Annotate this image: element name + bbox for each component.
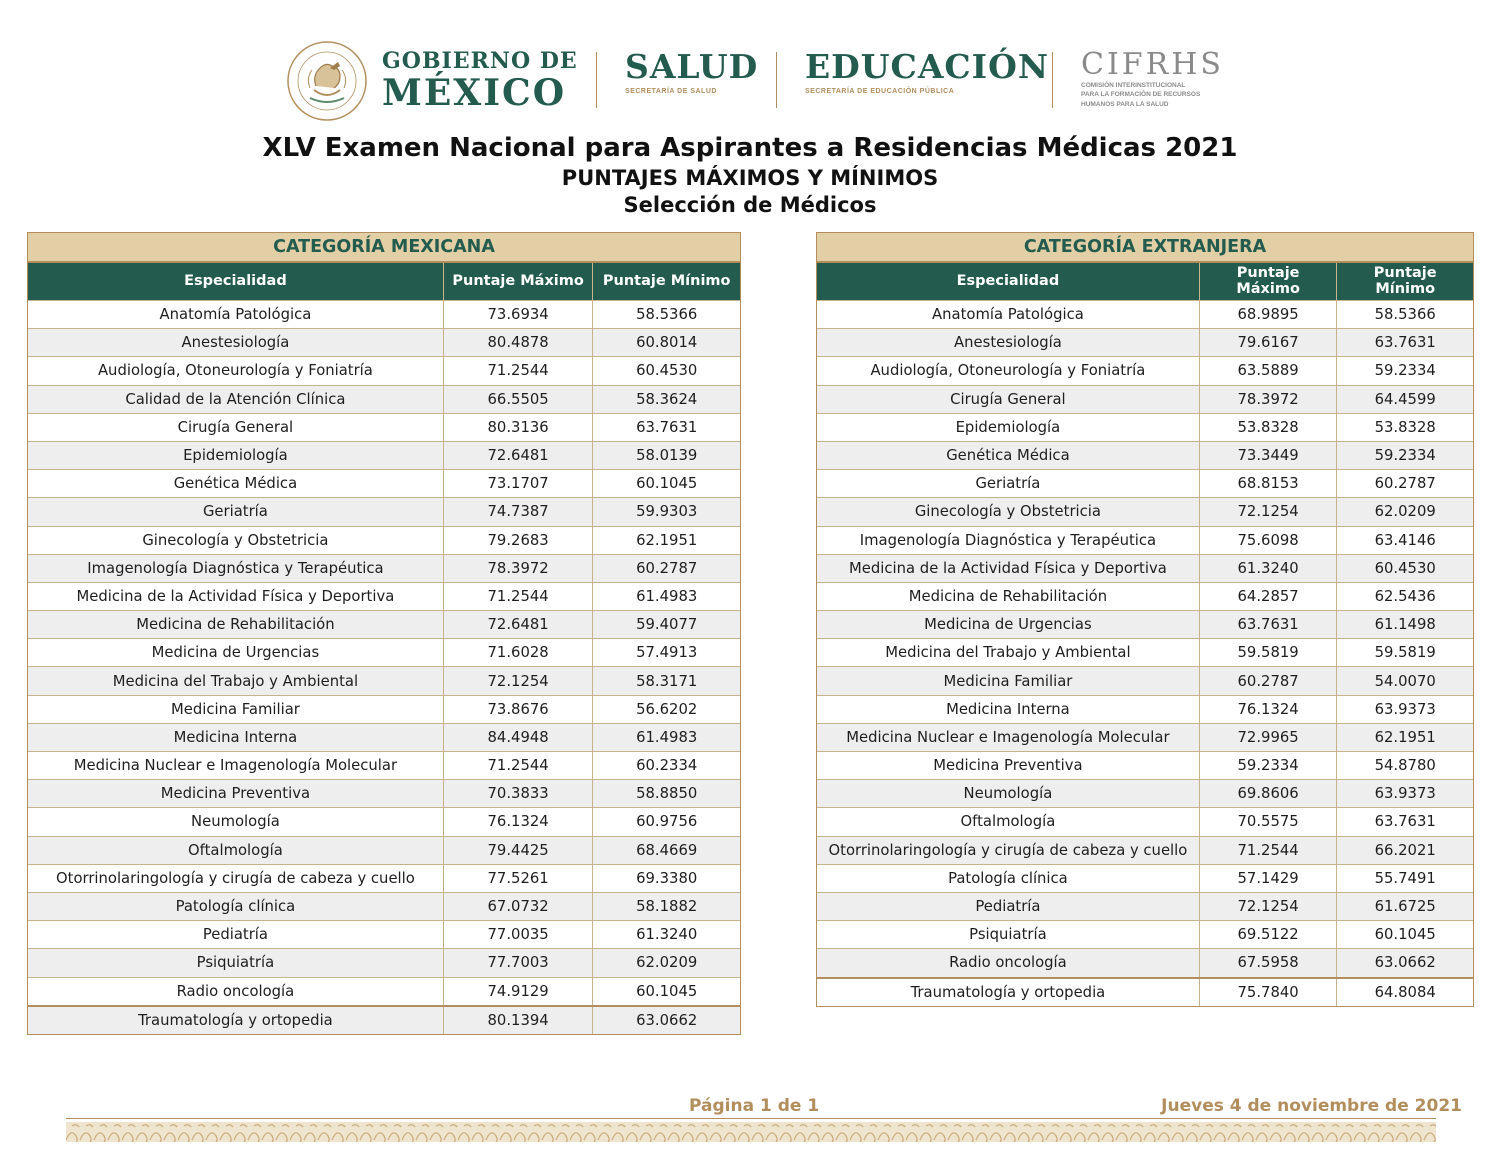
table-row <box>817 723 1473 751</box>
cell-especialidad: Radio oncología <box>28 978 444 1005</box>
cell-especialidad: Radio oncología <box>817 949 1200 976</box>
column-headers <box>817 263 1473 300</box>
table-row <box>817 920 1473 948</box>
col-header-line1: Puntaje <box>1236 265 1300 282</box>
table-row <box>817 864 1473 892</box>
decorative-pattern-band <box>66 1118 1436 1142</box>
cell-puntaje-minimo: 63.9373 <box>1374 785 1436 803</box>
cell-puntaje-maximo: 73.3449 <box>1200 442 1338 469</box>
cell-puntaje-minimo: 60.1045 <box>1374 926 1436 944</box>
table-row <box>817 300 1473 328</box>
cell-especialidad: Neumología <box>817 780 1200 807</box>
table-row <box>817 610 1473 638</box>
cell-especialidad: Medicina Preventiva <box>28 780 444 807</box>
cifrhs-subtitle-1: COMISIÓN INTERINSTITUCIONAL <box>1081 82 1186 89</box>
cell-especialidad: Medicina Interna <box>817 696 1200 723</box>
cell-especialidad: Anestesiología <box>817 329 1200 356</box>
cell-puntaje-minimo: 63.0662 <box>636 1011 698 1029</box>
cell-puntaje-minimo: 60.2787 <box>636 559 698 577</box>
table-row <box>817 977 1473 1006</box>
cell-puntaje-minimo: 60.2787 <box>1374 475 1436 493</box>
cell-puntaje-maximo: 78.3972 <box>1200 386 1338 413</box>
cell-puntaje-maximo: 67.0732 <box>444 893 594 920</box>
cell-especialidad: Psiquiatría <box>28 949 444 976</box>
table-row <box>817 892 1473 920</box>
cell-puntaje-minimo: 64.4599 <box>1374 390 1436 408</box>
cell-puntaje-maximo: 68.8153 <box>1200 470 1338 497</box>
gobierno-line1: GOBIERNO DE <box>382 48 578 74</box>
table-row <box>817 638 1473 666</box>
cell-puntaje-maximo: 71.2544 <box>444 752 594 779</box>
cell-puntaje-maximo: 72.6481 <box>444 442 594 469</box>
table-row <box>28 610 740 638</box>
cell-puntaje-maximo: 73.6934 <box>444 301 594 328</box>
table-row <box>28 385 740 413</box>
salud-subtitle: SECRETARÍA DE SALUD <box>625 88 717 95</box>
table-row <box>817 469 1473 497</box>
cell-puntaje-maximo: 84.4948 <box>444 724 594 751</box>
table-row <box>817 779 1473 807</box>
cell-puntaje-minimo: 63.7631 <box>1374 334 1436 352</box>
cell-puntaje-maximo: 73.1707 <box>444 470 594 497</box>
cell-puntaje-minimo: 60.2334 <box>636 757 698 775</box>
cell-puntaje-minimo: 62.1951 <box>636 531 698 549</box>
cell-especialidad: Audiología, Otoneurología y Foniatría <box>28 357 444 384</box>
cell-puntaje-maximo: 79.2683 <box>444 527 594 554</box>
table-row <box>28 920 740 948</box>
cell-puntaje-minimo: 63.7631 <box>636 418 698 436</box>
cell-especialidad: Patología clínica <box>28 893 444 920</box>
cell-puntaje-minimo: 53.8328 <box>1374 418 1436 436</box>
col-header-puntaje-minimo: Puntaje Mínimo <box>602 272 731 289</box>
column-headers <box>28 263 740 300</box>
table-row <box>817 385 1473 413</box>
table-body <box>28 300 740 1034</box>
cell-puntaje-maximo: 77.5261 <box>444 865 594 892</box>
cell-especialidad: Neumología <box>28 808 444 835</box>
cell-puntaje-maximo: 69.8606 <box>1200 780 1338 807</box>
cell-especialidad: Medicina de Urgencias <box>28 639 444 666</box>
col-header-puntaje-maximo <box>1200 263 1338 300</box>
cell-puntaje-maximo: 59.5819 <box>1200 639 1338 666</box>
cell-puntaje-minimo: 62.0209 <box>1374 503 1436 521</box>
cifrhs-text: CIFRHS <box>1081 47 1224 82</box>
cell-puntaje-minimo: 63.0662 <box>1374 954 1436 972</box>
cell-puntaje-maximo: 79.6167 <box>1200 329 1338 356</box>
cell-especialidad: Oftalmología <box>817 808 1200 835</box>
educacion-text: EDUCACIÓN <box>805 47 1050 86</box>
cell-puntaje-maximo: 68.9895 <box>1200 301 1338 328</box>
col-header-especialidad: Especialidad <box>817 263 1200 300</box>
table-body <box>817 300 1473 1006</box>
cell-puntaje-maximo: 69.5122 <box>1200 921 1338 948</box>
table-row <box>28 1005 740 1034</box>
cell-puntaje-maximo: 76.1324 <box>1200 696 1338 723</box>
table-row <box>28 666 740 694</box>
logo-divider <box>776 52 777 108</box>
cell-puntaje-maximo: 80.4878 <box>444 329 594 356</box>
cell-puntaje-minimo: 59.2334 <box>1374 447 1436 465</box>
cell-puntaje-minimo: 61.4983 <box>636 587 698 605</box>
cell-puntaje-maximo: 77.0035 <box>444 921 594 948</box>
table-row <box>817 554 1473 582</box>
table-row <box>28 977 740 1005</box>
educacion-subtitle: SECRETARÍA DE EDUCACIÓN PÚBLICA <box>805 88 955 95</box>
cell-especialidad: Medicina de la Actividad Física y Deportiva <box>817 555 1200 582</box>
cell-puntaje-maximo: 76.1324 <box>444 808 594 835</box>
cell-puntaje-minimo: 58.3624 <box>636 390 698 408</box>
table-row <box>817 948 1473 976</box>
cell-especialidad: Epidemiología <box>817 414 1200 441</box>
cell-especialidad: Imagenología Diagnóstica y Terapéutica <box>817 527 1200 554</box>
category-header: CATEGORÍA MEXICANA <box>28 233 740 263</box>
table-row <box>817 441 1473 469</box>
cell-especialidad: Pediatría <box>817 893 1200 920</box>
cell-puntaje-maximo: 74.7387 <box>444 498 594 525</box>
cell-especialidad: Medicina del Trabajo y Ambiental <box>28 667 444 694</box>
cell-especialidad: Medicina Familiar <box>28 696 444 723</box>
cell-puntaje-maximo: 75.6098 <box>1200 527 1338 554</box>
cell-especialidad: Ginecología y Obstetricia <box>28 527 444 554</box>
table-row <box>28 695 740 723</box>
table-row <box>817 526 1473 554</box>
table-row <box>28 526 740 554</box>
cell-especialidad: Geriatría <box>28 498 444 525</box>
table-row <box>28 582 740 610</box>
col-header-line1: Puntaje <box>1373 265 1437 282</box>
cell-puntaje-minimo: 63.7631 <box>1374 813 1436 831</box>
cell-puntaje-minimo: 59.5819 <box>1374 644 1436 662</box>
cell-puntaje-minimo: 58.8850 <box>636 785 698 803</box>
col-header-line2: Máximo <box>1236 280 1300 297</box>
category-header: CATEGORÍA EXTRANJERA <box>817 233 1473 263</box>
cell-puntaje-minimo: 60.9756 <box>636 813 698 831</box>
table-row <box>28 554 740 582</box>
table-row <box>28 441 740 469</box>
table-row <box>817 356 1473 384</box>
cell-puntaje-maximo: 63.5889 <box>1200 357 1338 384</box>
cifrhs-subtitle-3: HUMANOS PARA LA SALUD <box>1081 100 1169 108</box>
cell-puntaje-minimo: 59.4077 <box>636 616 698 634</box>
table-row <box>28 864 740 892</box>
cell-puntaje-minimo: 61.3240 <box>636 926 698 944</box>
cell-puntaje-minimo: 54.8780 <box>1374 757 1436 775</box>
cell-especialidad: Cirugía General <box>28 414 444 441</box>
table-row <box>817 836 1473 864</box>
table-row <box>28 807 740 835</box>
cell-especialidad: Psiquiatría <box>817 921 1200 948</box>
cell-especialidad: Medicina de Rehabilitación <box>28 611 444 638</box>
cell-puntaje-minimo: 69.3380 <box>636 869 698 887</box>
cell-puntaje-maximo: 64.2857 <box>1200 583 1338 610</box>
cell-puntaje-maximo: 67.5958 <box>1200 949 1338 976</box>
document-date: Jueves 4 de noviembre de 2021 <box>1161 1096 1462 1116</box>
cell-puntaje-maximo: 73.8676 <box>444 696 594 723</box>
table-row <box>28 836 740 864</box>
cell-puntaje-maximo: 71.6028 <box>444 639 594 666</box>
table-row <box>817 666 1473 694</box>
cell-puntaje-maximo: 72.9965 <box>1200 724 1338 751</box>
cell-especialidad: Oftalmología <box>28 837 444 864</box>
cell-puntaje-minimo: 68.4669 <box>636 841 698 859</box>
cell-puntaje-minimo: 54.0070 <box>1374 672 1436 690</box>
cifrhs-subtitle-2: PARA LA FORMACIÓN DE RECURSOS <box>1081 91 1201 99</box>
cell-puntaje-maximo: 77.7003 <box>444 949 594 976</box>
table-row <box>817 695 1473 723</box>
cell-puntaje-minimo: 56.6202 <box>636 700 698 718</box>
cell-especialidad: Calidad de la Atención Clínica <box>28 386 444 413</box>
cell-puntaje-maximo: 63.7631 <box>1200 611 1338 638</box>
table-row <box>817 582 1473 610</box>
table-row <box>28 638 740 666</box>
educacion-logo <box>805 47 1050 95</box>
logo-divider <box>596 52 597 108</box>
cell-especialidad: Medicina de Urgencias <box>817 611 1200 638</box>
cell-puntaje-maximo: 57.1429 <box>1200 865 1338 892</box>
document-title: XLV Examen Nacional para Aspirantes a Residencias Médicas 2021 <box>262 133 1238 163</box>
cell-especialidad: Medicina de la Actividad Física y Deportiva <box>28 583 444 610</box>
cell-puntaje-minimo: 66.2021 <box>1374 841 1436 859</box>
cell-puntaje-maximo: 61.3240 <box>1200 555 1338 582</box>
coat-of-arms-seal-icon <box>286 40 368 122</box>
header-logos <box>284 38 1229 122</box>
table-row <box>28 497 740 525</box>
cell-puntaje-minimo: 63.9373 <box>1374 700 1436 718</box>
cell-puntaje-minimo: 62.5436 <box>1374 587 1436 605</box>
cell-puntaje-maximo: 66.5505 <box>444 386 594 413</box>
col-header-puntaje-maximo: Puntaje Máximo <box>444 263 594 300</box>
cell-puntaje-minimo: 61.6725 <box>1374 898 1436 916</box>
col-header-especialidad: Especialidad <box>28 263 444 300</box>
cell-puntaje-minimo: 62.1951 <box>1374 728 1436 746</box>
document-titles <box>0 131 1500 219</box>
cell-especialidad: Ginecología y Obstetricia <box>817 498 1200 525</box>
salud-text: SALUD <box>625 47 759 86</box>
cell-puntaje-minimo: 60.4530 <box>1374 559 1436 577</box>
table-row <box>28 723 740 751</box>
cell-puntaje-minimo: 55.7491 <box>1374 869 1436 887</box>
col-header-line2: Mínimo <box>1375 280 1436 297</box>
cell-especialidad: Medicina del Trabajo y Ambiental <box>817 639 1200 666</box>
table-row <box>817 497 1473 525</box>
cell-puntaje-minimo: 57.4913 <box>636 644 698 662</box>
cell-puntaje-minimo: 62.0209 <box>636 954 698 972</box>
cell-especialidad: Medicina Interna <box>28 724 444 751</box>
cell-puntaje-maximo: 75.7840 <box>1200 979 1338 1006</box>
cell-puntaje-minimo: 60.8014 <box>636 334 698 352</box>
cell-especialidad: Anatomía Patológica <box>28 301 444 328</box>
cell-puntaje-maximo: 71.2544 <box>444 583 594 610</box>
cell-puntaje-minimo: 59.2334 <box>1374 362 1436 380</box>
cell-puntaje-maximo: 53.8328 <box>1200 414 1338 441</box>
gobierno-line2: MÉXICO <box>382 72 567 114</box>
cell-puntaje-minimo: 60.4530 <box>636 362 698 380</box>
table-row <box>28 779 740 807</box>
table-row <box>817 807 1473 835</box>
cell-puntaje-minimo: 58.5366 <box>1374 306 1436 324</box>
gobierno-de-mexico-logo <box>382 48 578 114</box>
table-mexicana <box>27 232 741 1035</box>
cell-especialidad: Anatomía Patológica <box>817 301 1200 328</box>
cell-especialidad: Imagenología Diagnóstica y Terapéutica <box>28 555 444 582</box>
table-row <box>28 948 740 976</box>
cell-puntaje-maximo: 71.2544 <box>444 357 594 384</box>
cell-especialidad: Epidemiología <box>28 442 444 469</box>
col-header-line <box>1374 266 1437 296</box>
cell-puntaje-maximo: 78.3972 <box>444 555 594 582</box>
logo-divider <box>1052 52 1053 108</box>
cell-puntaje-minimo: 61.1498 <box>1374 616 1436 634</box>
page-number: Página 1 de 1 <box>689 1096 820 1116</box>
cell-puntaje-minimo: 61.4983 <box>636 728 698 746</box>
cell-puntaje-maximo: 71.2544 <box>1200 837 1338 864</box>
cell-puntaje-maximo: 70.5575 <box>1200 808 1338 835</box>
document-section: Selección de Médicos <box>623 193 877 217</box>
cell-especialidad: Medicina Nuclear e Imagenología Molecular <box>817 724 1200 751</box>
cell-especialidad: Pediatría <box>28 921 444 948</box>
table-row <box>28 751 740 779</box>
cell-puntaje-maximo: 72.6481 <box>444 611 594 638</box>
cell-especialidad: Genética Médica <box>817 442 1200 469</box>
cell-puntaje-minimo: 59.9303 <box>636 503 698 521</box>
cell-puntaje-minimo: 58.3171 <box>636 672 698 690</box>
cell-especialidad: Medicina Nuclear e Imagenología Molecular <box>28 752 444 779</box>
table-row <box>28 300 740 328</box>
cell-puntaje-maximo: 80.3136 <box>444 414 594 441</box>
cell-puntaje-maximo: 80.1394 <box>444 1007 594 1034</box>
cell-especialidad: Traumatología y ortopedia <box>28 1007 444 1034</box>
cell-puntaje-minimo: 60.1045 <box>636 982 698 1000</box>
table-row <box>28 328 740 356</box>
cell-especialidad: Cirugía General <box>817 386 1200 413</box>
cell-puntaje-minimo: 58.0139 <box>636 447 698 465</box>
cifrhs-logo <box>1081 47 1224 108</box>
cell-especialidad: Medicina Preventiva <box>817 752 1200 779</box>
cell-especialidad: Genética Médica <box>28 470 444 497</box>
cell-puntaje-maximo: 59.2334 <box>1200 752 1338 779</box>
cell-especialidad: Audiología, Otoneurología y Foniatría <box>817 357 1200 384</box>
table-row <box>817 751 1473 779</box>
salud-logo <box>625 47 759 95</box>
table-row <box>28 356 740 384</box>
table-row <box>817 328 1473 356</box>
cell-puntaje-minimo: 63.4146 <box>1374 531 1436 549</box>
cell-puntaje-minimo: 58.1882 <box>636 898 698 916</box>
cell-puntaje-maximo: 72.1254 <box>1200 498 1338 525</box>
table-extranjera <box>816 232 1474 1007</box>
cell-especialidad: Traumatología y ortopedia <box>817 979 1200 1006</box>
col-header-line <box>1236 266 1300 296</box>
cell-puntaje-maximo: 72.1254 <box>1200 893 1338 920</box>
cell-puntaje-maximo: 60.2787 <box>1200 667 1338 694</box>
cell-especialidad: Anestesiología <box>28 329 444 356</box>
cell-puntaje-minimo: 60.1045 <box>636 475 698 493</box>
cell-puntaje-minimo: 58.5366 <box>636 306 698 324</box>
table-row <box>28 413 740 441</box>
cell-especialidad: Patología clínica <box>817 865 1200 892</box>
table-row <box>28 892 740 920</box>
cell-puntaje-maximo: 74.9129 <box>444 978 594 1005</box>
table-row <box>28 469 740 497</box>
col-header-puntaje-minimo <box>1337 263 1473 300</box>
cell-puntaje-maximo: 79.4425 <box>444 837 594 864</box>
cell-especialidad: Medicina Familiar <box>817 667 1200 694</box>
cell-especialidad: Otorrinolaringología y cirugía de cabeza y cuello <box>28 865 444 892</box>
cell-puntaje-maximo: 72.1254 <box>444 667 594 694</box>
cell-puntaje-minimo: 64.8084 <box>1374 983 1436 1001</box>
cell-especialidad: Geriatría <box>817 470 1200 497</box>
cell-puntaje-maximo: 70.3833 <box>444 780 594 807</box>
table-row <box>817 413 1473 441</box>
cell-especialidad: Otorrinolaringología y cirugía de cabeza y cuello <box>817 837 1200 864</box>
document-subtitle: PUNTAJES MÁXIMOS Y MÍNIMOS <box>561 166 939 190</box>
cell-especialidad: Medicina de Rehabilitación <box>817 583 1200 610</box>
